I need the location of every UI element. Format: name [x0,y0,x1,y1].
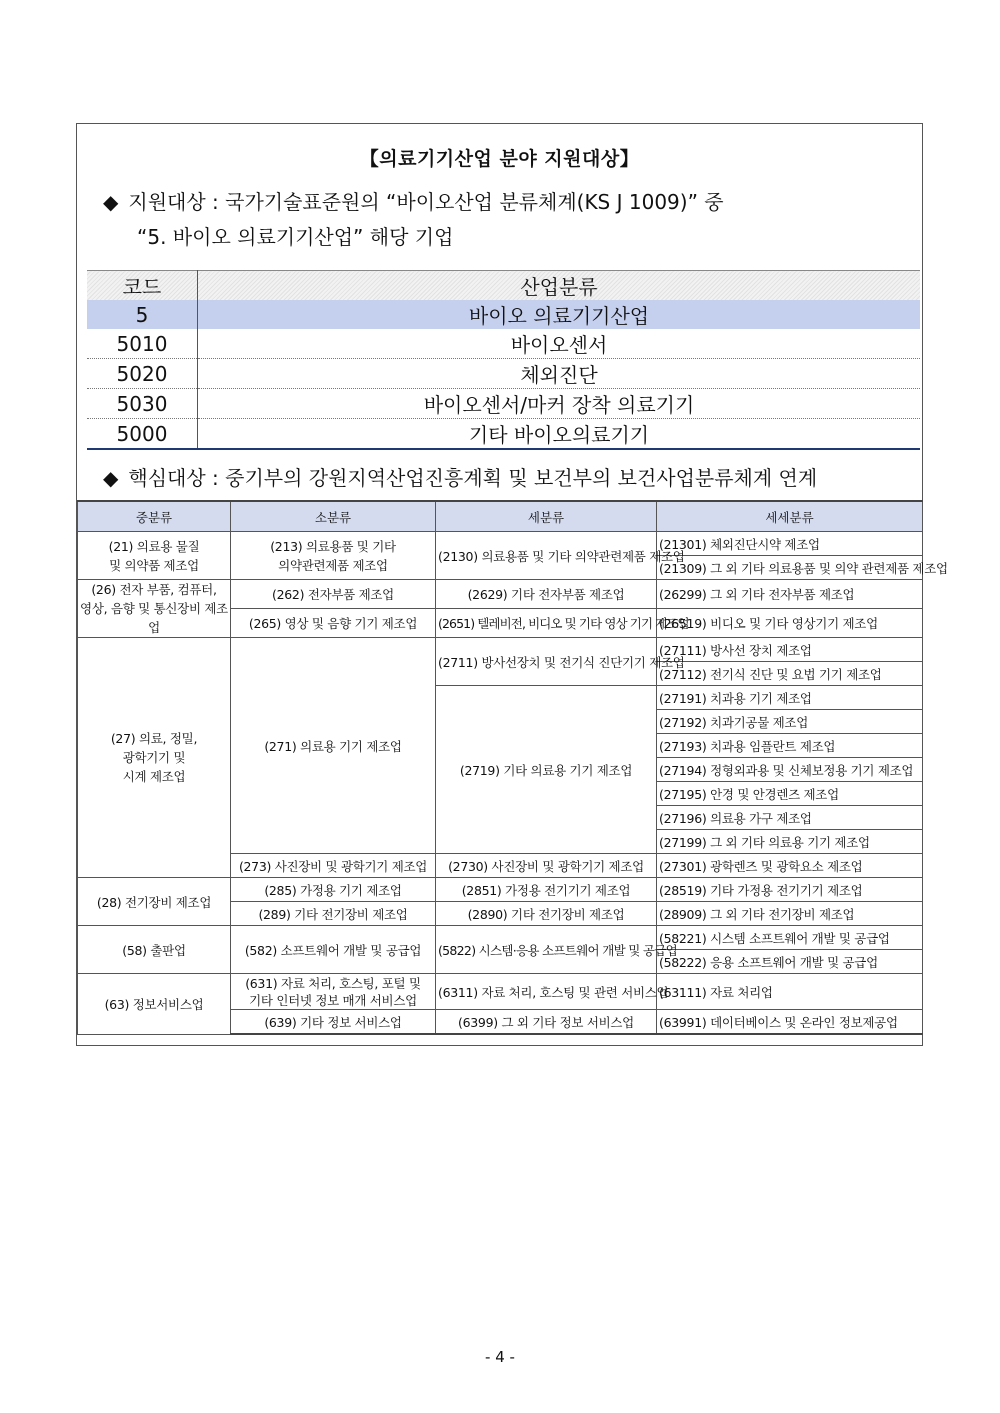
minor-cell: (213) 의료용품 및 기타 의약관련제품 제조업 [231,532,436,580]
major-cell: (21) 의료용 물질 및 의약품 제조업 [78,532,231,580]
minor-cell: (271) 의료용 기기 제조업 [231,638,436,854]
core-target-text: 핵심대상 : 중기부의 강원지역산업진흥계획 및 보건부의 보건사업분류체계 연계 [128,466,818,490]
support-target-box [76,123,948,1046]
header-detail: 세세분류 [657,501,923,532]
major-cell: (58) 출판업 [78,926,231,974]
detail-cell: (27195) 안경 및 안경렌즈 제조업 [657,782,923,806]
minor-cell: (582) 소프트웨어 개발 및 공급업 [231,926,436,974]
detail-cell: (28519) 기타 가정용 전기기기 제조업 [657,878,923,902]
code-cell: 5000 [87,419,198,450]
table-row [87,329,920,359]
sub-cell: (2651) 텔레비전, 비디오 및 기타 영상 기기 제조업 [436,609,657,638]
detail-cell: (27193) 치과용 임플란트 제조업 [657,734,923,758]
minor-cell: (285) 가정용 기기 제조업 [231,878,436,902]
table-header-row [78,501,923,532]
sub-cell: (5822) 시스템·응용 소프트웨어 개발 및 공급업 [436,926,657,974]
sub-cell: (6399) 그 외 기타 정보 서비스업 [436,1010,657,1035]
minor-cell: (631) 자료 처리, 호스팅, 포털 및 기타 인터넷 정보 매개 서비스업 [231,974,436,1010]
minor-cell: (265) 영상 및 음향 기기 제조업 [231,609,436,638]
core-target-line [103,462,817,491]
detail-cell: (63111) 자료 처리업 [657,974,923,1010]
detail-cell: (27194) 정형외과용 및 신체보정용 기기 제조업 [657,758,923,782]
table-row [87,389,920,419]
code-cell: 5010 [87,329,198,359]
detail-cell: (27196) 의료용 가구 제조업 [657,806,923,830]
sub-cell: (2851) 가정용 전기기기 제조업 [436,878,657,902]
detail-cell: (27112) 전기식 진단 및 요법 기기 제조업 [657,662,923,686]
table-header-row [87,271,920,301]
support-target-text: 지원대상 : 국가기술표준원의 “바이오산업 분류체계(KS J 1009)” 중 [128,190,724,214]
bio-industry-table [87,270,920,450]
diamond-bullet-icon: ◆ [103,190,119,214]
detail-cell: (21309) 그 외 기타 의료용품 및 의약 관련제품 제조업 [657,556,923,580]
table-row [87,359,920,389]
table-row [87,419,920,450]
diamond-bullet-icon: ◆ [103,466,119,490]
detail-cell: (26519) 비디오 및 기타 영상기기 제조업 [657,609,923,638]
detail-cell: (27301) 광학렌즈 및 광학요소 제조업 [657,854,923,878]
detail-cell: (63991) 데이터베이스 및 온라인 정보제공업 [657,1010,923,1035]
table-row [78,974,923,1010]
sub-cell: (2711) 방사선장치 및 전기식 진단기기 제조업 [436,638,657,686]
detail-cell: (27199) 그 외 기타 의료용 기기 제조업 [657,830,923,854]
sub-cell: (2629) 기타 전자부품 제조업 [436,580,657,609]
major-cell: (28) 전기장비 제조업 [78,878,231,926]
sub-cell: (2890) 기타 전기장비 제조업 [436,902,657,926]
header-major: 중분류 [78,501,231,532]
detail-cell: (58222) 응용 소프트웨어 개발 및 공급업 [657,950,923,974]
major-cell: (26) 전자 부품, 컴퓨터, 영상, 음향 및 통신장비 제조업 [78,580,231,638]
classification-cell: 기타 바이오의료기기 [198,419,921,450]
detail-cell: (58221) 시스템 소프트웨어 개발 및 공급업 [657,926,923,950]
detail-cell: (26299) 그 외 기타 전자부품 제조업 [657,580,923,609]
table-row [87,300,920,329]
code-cell: 5030 [87,389,198,419]
detail-cell: (27191) 치과용 기기 제조업 [657,686,923,710]
classification-cell: 바이오 의료기기산업 [198,300,921,329]
detail-cell: (27111) 방사선 장치 제조업 [657,638,923,662]
minor-cell: (639) 기타 정보 서비스업 [231,1010,436,1035]
section-title: 【의료기기산업 분야 지원대상】 [359,148,640,170]
header-minor: 소분류 [231,501,436,532]
detail-cell: (27192) 치과기공물 제조업 [657,710,923,734]
minor-cell: (273) 사진장비 및 광학기기 제조업 [231,854,436,878]
table-row [78,638,923,662]
classification-cell: 체외진단 [198,359,921,389]
support-target-line [103,186,724,215]
classification-cell: 바이오센서 [198,329,921,359]
major-cell: (63) 정보서비스업 [78,974,231,1035]
code-cell: 5 [87,300,198,329]
minor-cell: (289) 기타 전기장비 제조업 [231,902,436,926]
page-number: - 4 - [485,1348,515,1366]
table-row [78,878,923,902]
classification-cell: 바이오센서/마커 장착 의료기기 [198,389,921,419]
sub-cell: (6311) 자료 처리, 호스팅 및 관련 서비스업 [436,974,657,1010]
sub-cell: (2719) 기타 의료용 기기 제조업 [436,686,657,854]
header-code: 코드 [87,271,198,301]
detail-cell: (28909) 그 외 기타 전기장비 제조업 [657,902,923,926]
minor-cell: (262) 전자부품 제조업 [231,580,436,609]
header-classification: 산업분류 [198,271,921,301]
header-sub: 세분류 [436,501,657,532]
table-row [78,532,923,556]
code-cell: 5020 [87,359,198,389]
support-target-text-cont: “5. 바이오 의료기기산업” 해당 기업 [137,225,454,249]
table-row [78,580,923,609]
major-cell: (27) 의료, 정밀, 광학기기 및 시계 제조업 [78,638,231,878]
industry-classification-table [77,500,948,1035]
table-row [78,926,923,950]
detail-cell: (21301) 체외진단시약 제조업 [657,532,923,556]
sub-cell: (2130) 의료용품 및 기타 의약관련제품 제조업 [436,532,657,580]
sub-cell: (2730) 사진장비 및 광학기기 제조업 [436,854,657,878]
